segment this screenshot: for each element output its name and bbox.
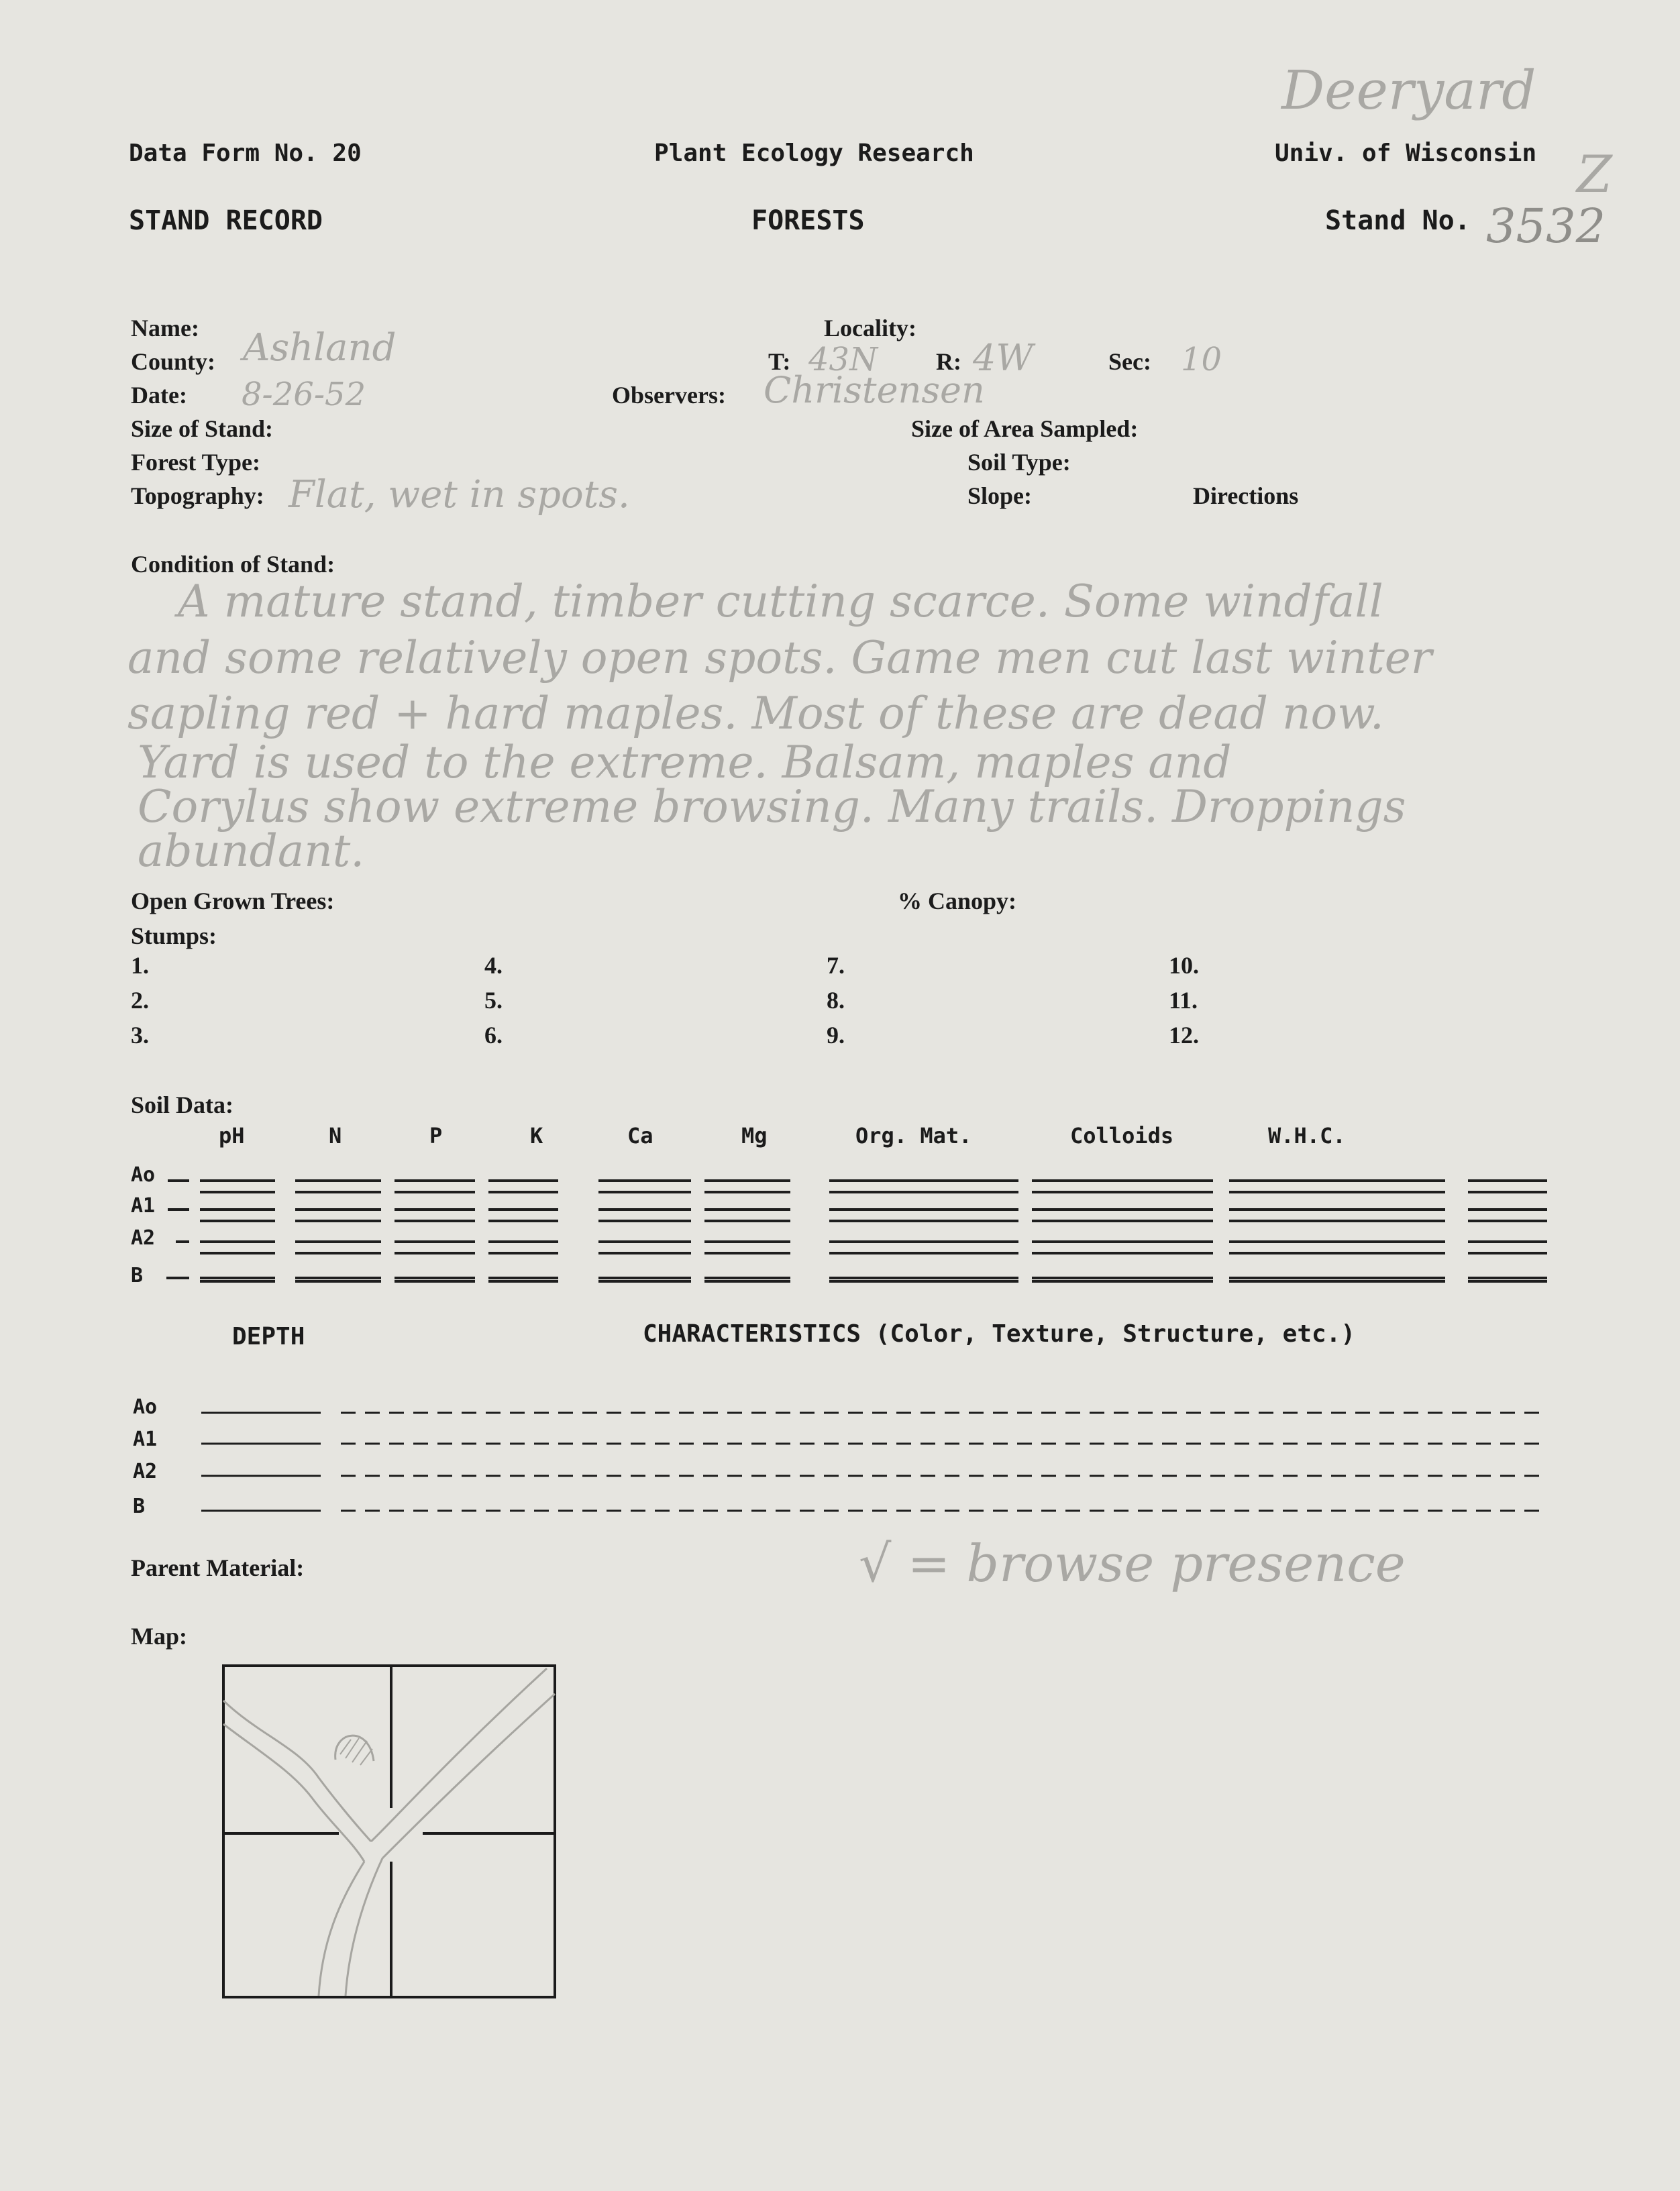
stump-number: 1. [131,952,149,979]
soil-row-label: B [131,1264,144,1287]
condition-line: A mature stand, timber cutting scarce. Some windfall [178,576,1383,627]
browse-presence-note: √ = browse presence [859,1534,1406,1593]
size-of-area-label: Size of Area Sampled: [911,415,1139,442]
condition-line: and some relatively open spots. Game men cut last winter [127,632,1432,684]
range-label: R: [936,348,961,375]
condition-line: Corylus show extreme browsing. Many trails. Droppings [138,781,1406,833]
topography-value: Flat, wet in spots. [288,473,630,517]
stump-number: 6. [484,1022,503,1049]
stand-number-value: 3532 [1486,199,1606,254]
directions-label: Directions [1193,482,1299,509]
section-value: 10 [1181,341,1222,378]
depth-row-label: B [133,1495,146,1518]
stump-number: 11. [1169,987,1198,1014]
canopy-label: % Canopy: [898,888,1017,914]
depth-label: DEPTH [232,1323,305,1350]
soil-col-header: Colloids [1070,1123,1174,1148]
soil-col-header: W.H.C. [1268,1123,1346,1148]
stand-map [218,1660,560,2002]
stump-number: 5. [484,987,503,1014]
map-label: Map: [131,1623,187,1650]
range-value: 4W [973,337,1033,379]
forest-type-label: Forest Type: [131,449,260,476]
stumps-label: Stumps: [131,922,217,949]
county-label: County: [131,348,216,375]
observers-label: Observers: [612,382,726,409]
university: Univ. of Wisconsin [1275,140,1537,167]
soil-row-label: A2 [131,1226,156,1250]
slope-label: Slope: [967,482,1033,509]
deeryard-annotation: Deeryard [1281,59,1536,121]
characteristics-label: CHARACTERISTICS (Color, Texture, Structure, etc.) [643,1320,1356,1348]
stand-number-label: Stand No. [1325,205,1471,236]
depth-row-label: A1 [133,1428,158,1451]
date-label: Date: [131,382,187,409]
record-title: STAND RECORD [129,205,323,236]
stump-number: 7. [827,952,845,979]
stump-number: 12. [1169,1022,1199,1049]
condition-label: Condition of Stand: [131,551,335,578]
stump-number: 4. [484,952,503,979]
stump-number: 2. [131,987,149,1014]
soil-row-label: A1 [131,1194,156,1218]
stump-number: 8. [827,987,845,1014]
soil-type-label: Soil Type: [967,449,1071,476]
form-number: Data Form No. 20 [129,140,362,167]
soil-col-header: pH [219,1123,245,1148]
township-label: T: [768,348,791,375]
stump-number: 9. [827,1022,845,1049]
soil-data-label: Soil Data: [131,1091,233,1118]
depth-row-label: Ao [133,1395,158,1419]
open-grown-trees-label: Open Grown Trees: [131,888,335,914]
condition-line: sapling red + hard maples. Most of these are dead now. [127,688,1384,739]
stump-number: 10. [1169,952,1199,979]
condition-line: Yard is used to the extreme. Balsam, maples and [138,737,1232,788]
soil-col-header: Mg [741,1123,768,1148]
soil-col-header: K [530,1123,543,1148]
parent-material-label: Parent Material: [131,1554,305,1581]
township-value: 43N [808,341,878,378]
stump-number: 3. [131,1022,149,1049]
organization: Plant Ecology Research [654,140,974,167]
soil-row-label: Ao [131,1163,156,1187]
depth-row-label: A2 [133,1460,158,1483]
size-of-stand-label: Size of Stand: [131,415,274,442]
topography-label: Topography: [131,482,264,509]
soil-col-header: Ca [627,1123,653,1148]
observers-value: Christensen [764,369,985,411]
locality-label: Locality: [824,315,916,341]
section-label: Sec: [1108,348,1151,375]
county-value: Ashland [243,326,397,370]
soil-col-header: Org. Mat. [855,1123,972,1148]
soil-col-header: P [429,1123,443,1148]
soil-col-header: N [329,1123,342,1148]
condition-line: abundant. [138,825,365,877]
date-value: 8-26-52 [242,376,366,413]
stand-mark-annotation: Z [1577,144,1612,204]
name-label: Name: [131,315,199,341]
record-type: FORESTS [751,205,865,236]
